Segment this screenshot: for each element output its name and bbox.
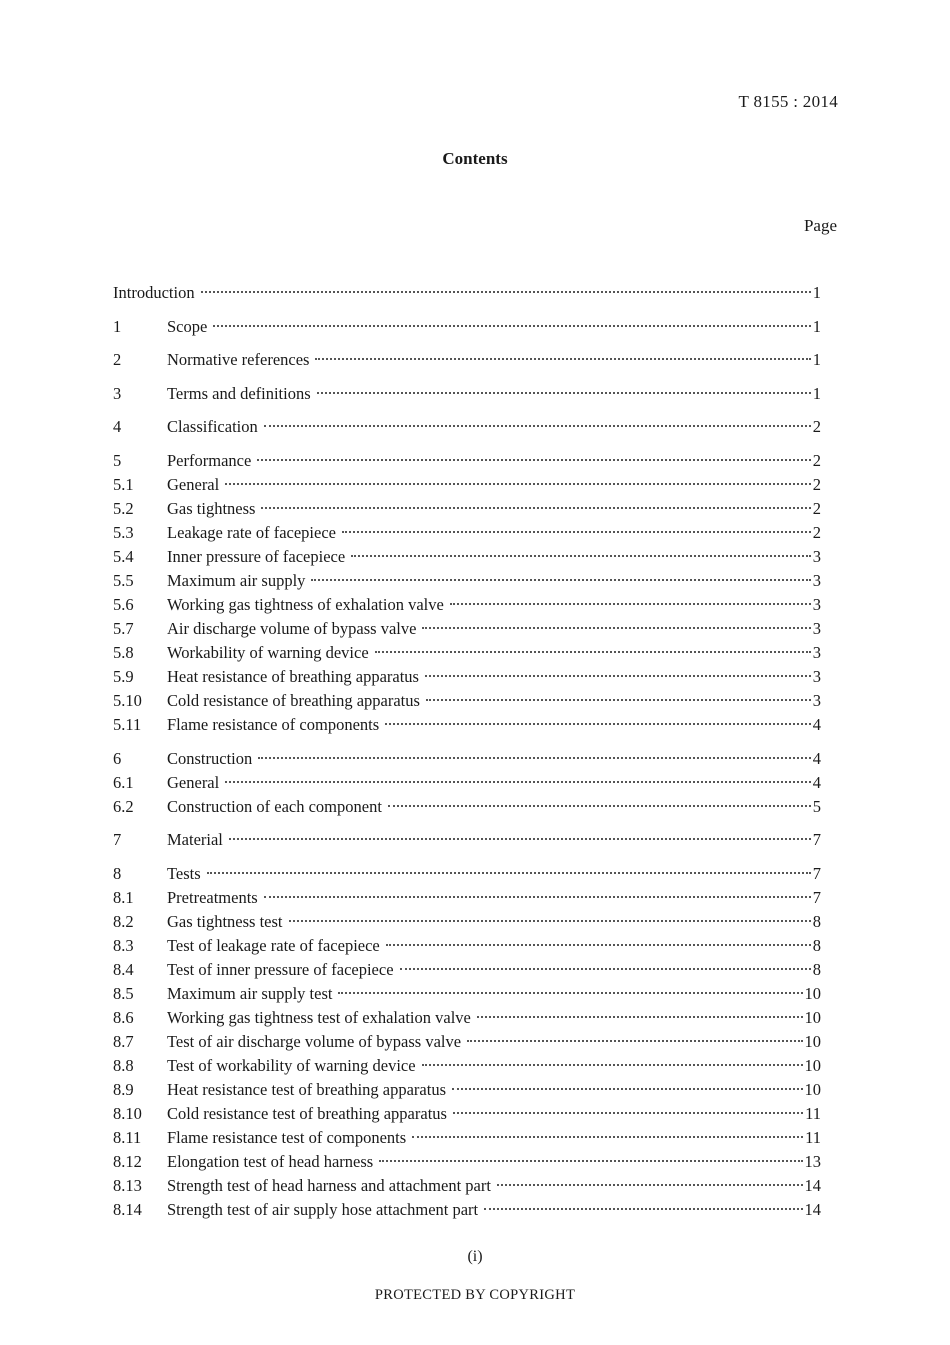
page-number: (i): [467, 1248, 483, 1265]
dot-leader: [257, 459, 810, 461]
toc-entry-label: Cold resistance test of breathing apparatus: [167, 1103, 447, 1123]
toc-entry-label: Workability of warning device: [167, 642, 369, 662]
toc-entry-label: Strength test of head harness and attachment part: [167, 1175, 491, 1195]
toc-entry-page: 10: [804, 1031, 821, 1051]
toc-entry-page: 2: [812, 417, 821, 437]
toc-entry-number: 5.5: [113, 570, 134, 590]
toc-entry[interactable]: [113, 795, 821, 819]
toc-entry-page: 2: [812, 450, 821, 470]
toc-entry-number: 6.1: [113, 772, 134, 792]
toc-entry-page: 14: [804, 1175, 821, 1195]
toc-entry[interactable]: [113, 862, 821, 886]
toc-entry[interactable]: [113, 315, 821, 339]
toc-entry-page: 4: [812, 714, 821, 734]
dot-leader: [422, 1064, 803, 1066]
toc-entry[interactable]: [113, 665, 821, 689]
dot-leader: [484, 1208, 802, 1210]
dot-leader: [213, 325, 810, 327]
toc-entry-number: 8.10: [113, 1103, 142, 1123]
dot-leader: [453, 1112, 803, 1114]
dot-leader: [497, 1184, 803, 1186]
toc-entry-page: 10: [804, 1079, 821, 1099]
dot-leader: [426, 699, 811, 701]
toc-entry-page: 7: [812, 887, 821, 907]
toc-entry-page: 3: [812, 618, 821, 638]
toc-entry-page: 14: [804, 1199, 821, 1219]
toc-entry-label: Elongation test of head harness: [167, 1151, 374, 1171]
toc-entry-label: Inner pressure of facepiece: [167, 546, 346, 566]
toc-entry[interactable]: [113, 348, 821, 372]
toc-entry-number: 8.6: [113, 1007, 134, 1027]
toc-entry[interactable]: [113, 886, 821, 910]
toc-entry-page: 2: [812, 474, 821, 494]
toc-entry[interactable]: [113, 1102, 821, 1126]
toc-entry-number: 2: [113, 350, 122, 370]
toc-entry-label: Pretreatments: [167, 887, 258, 907]
toc-entry-label: Test of air discharge volume of bypass valve: [167, 1031, 462, 1051]
toc-entry-page: 8: [812, 911, 821, 931]
toc-entry-number: 8.3: [113, 935, 134, 955]
toc-entry-number: 5.2: [113, 498, 134, 518]
toc-entry-number: 5.9: [113, 666, 134, 686]
dot-leader: [400, 968, 811, 970]
toc-entry[interactable]: [113, 1150, 821, 1174]
toc-entry-page: 5: [812, 796, 821, 816]
toc-entry-number: 8.11: [113, 1127, 142, 1147]
toc-entry-page: 1: [812, 316, 821, 336]
toc-entry[interactable]: [113, 521, 821, 545]
toc-entry[interactable]: [113, 415, 821, 439]
toc-entry-page: 8: [812, 959, 821, 979]
toc-entry[interactable]: [113, 828, 821, 852]
toc-entry-number: 8.7: [113, 1031, 134, 1051]
toc-entry-label: Working gas tightness test of exhalation valve: [167, 1007, 471, 1027]
toc-entry[interactable]: [113, 449, 821, 473]
dot-leader: [467, 1040, 802, 1042]
toc-entry[interactable]: [113, 545, 821, 569]
dot-leader: [317, 392, 811, 394]
toc-entry-number: 8.12: [113, 1151, 142, 1171]
toc-entry-label: Construction of each component: [167, 796, 382, 816]
toc-entry-label: Test of leakage rate of facepiece: [167, 935, 380, 955]
toc-entry-number: 5.7: [113, 618, 134, 638]
dot-leader: [386, 944, 811, 946]
toc-entry-page: 7: [812, 863, 821, 883]
dot-leader: [264, 425, 811, 427]
dot-leader: [412, 1136, 803, 1138]
toc-entry[interactable]: [113, 958, 821, 982]
toc-entry-page: 3: [812, 570, 821, 590]
dot-leader: [229, 838, 811, 840]
toc-entry-number: 8.14: [113, 1199, 142, 1219]
dot-leader: [289, 920, 811, 922]
toc-entry-label: Air discharge volume of bypass valve: [167, 618, 417, 638]
dot-leader: [311, 579, 810, 581]
toc-entry[interactable]: [113, 641, 821, 665]
dot-leader: [225, 483, 811, 485]
toc-entry-label: Flame resistance test of components: [167, 1127, 407, 1147]
toc-entry-label: Maximum air supply: [167, 570, 306, 590]
toc-entry[interactable]: [113, 1174, 821, 1198]
toc-entry[interactable]: [113, 473, 821, 497]
toc-entry[interactable]: [113, 1030, 821, 1054]
toc-entry-label: Introduction: [113, 283, 195, 302]
toc-entry[interactable]: [113, 281, 821, 305]
toc-entry-label: Tests: [167, 863, 201, 883]
dot-leader: [201, 291, 811, 293]
toc-entry-number: 8.13: [113, 1175, 142, 1195]
dot-leader: [207, 872, 811, 874]
toc-entry-number: 8.9: [113, 1079, 134, 1099]
toc-entry-label: Construction: [167, 748, 253, 768]
toc-entry-label: General: [167, 772, 220, 792]
toc-entry-page: 8: [812, 935, 821, 955]
dot-leader: [261, 507, 810, 509]
toc-entry-label: Cold resistance of breathing apparatus: [167, 690, 420, 710]
toc-entry[interactable]: [113, 713, 821, 737]
toc-entry-number: 5: [113, 450, 122, 470]
toc-entry-number: 8.4: [113, 959, 134, 979]
toc-entry[interactable]: [113, 747, 821, 771]
toc-entry[interactable]: [113, 382, 821, 406]
toc-entry-number: 1: [113, 316, 122, 336]
toc-entry[interactable]: [113, 934, 821, 958]
toc-entry-number: 8.8: [113, 1055, 134, 1075]
toc-entry-page: 3: [812, 690, 821, 710]
toc-entry-page: 3: [812, 642, 821, 662]
toc-entry[interactable]: [113, 569, 821, 593]
toc-entry[interactable]: [113, 689, 821, 713]
dot-leader: [342, 531, 811, 533]
toc-entry[interactable]: [113, 1198, 821, 1222]
toc-entry-page: 7: [812, 830, 821, 850]
toc-entry-label: Gas tightness: [167, 498, 256, 518]
toc-entry-label: Performance: [167, 450, 252, 470]
toc-entry[interactable]: [113, 910, 821, 934]
toc-entry-number: 6: [113, 748, 122, 768]
toc-entry-label: Material: [167, 830, 223, 850]
toc-entry-page: 4: [812, 772, 821, 792]
page-title: Contents: [442, 149, 508, 168]
toc-entry-label: Maximum air supply test: [167, 983, 333, 1003]
toc-entry-page: 10: [804, 1055, 821, 1075]
toc-entry-label: General: [167, 474, 220, 494]
toc-entry-page: 11: [805, 1103, 821, 1123]
copyright-notice: PROTECTED BY COPYRIGHT: [374, 1287, 576, 1303]
toc-entry-page: 1: [812, 383, 821, 403]
toc-entry-label: Terms and definitions: [167, 383, 311, 403]
dot-leader: [388, 805, 811, 807]
toc-entry-number: 6.2: [113, 796, 134, 816]
dot-leader: [425, 675, 811, 677]
dot-leader: [385, 723, 811, 725]
document-id: T 8155 : 2014: [738, 92, 838, 111]
toc-entry-number: 5.8: [113, 642, 134, 662]
dot-leader: [477, 1016, 803, 1018]
toc-entry-label: Normative references: [167, 350, 310, 370]
toc-entry-number: 8.2: [113, 911, 134, 931]
toc-entry-number: 5.10: [113, 690, 142, 710]
toc-entry[interactable]: [113, 1126, 821, 1150]
toc-entry-page: 1: [812, 350, 821, 370]
toc-entry[interactable]: [113, 497, 821, 521]
dot-leader: [375, 651, 811, 653]
toc-entry-page: 13: [804, 1151, 821, 1171]
toc-entry-number: 5.3: [113, 522, 134, 542]
toc-entry[interactable]: [113, 1006, 821, 1030]
toc-entry-number: 5.4: [113, 546, 134, 566]
toc-entry-number: 8.1: [113, 887, 134, 907]
table-of-contents: [113, 281, 821, 1222]
dot-leader: [379, 1160, 802, 1162]
dot-leader: [258, 757, 811, 759]
toc-entry-number: 5.6: [113, 594, 134, 614]
dot-leader: [452, 1088, 802, 1090]
toc-entry-page: 2: [812, 522, 821, 542]
toc-entry-page: 11: [805, 1127, 821, 1147]
toc-entry-label: Gas tightness test: [167, 911, 283, 931]
toc-entry-label: Test of inner pressure of facepiece: [167, 959, 394, 979]
toc-entry-label: Flame resistance of components: [167, 714, 380, 734]
toc-entry[interactable]: [113, 1078, 821, 1102]
toc-entry[interactable]: [113, 982, 821, 1006]
toc-entry-number: 8.5: [113, 983, 134, 1003]
toc-entry-number: 5.11: [113, 714, 142, 734]
dot-leader: [422, 627, 810, 629]
toc-entry[interactable]: [113, 593, 821, 617]
toc-entry-label: Leakage rate of facepiece: [167, 522, 336, 542]
toc-entry-label: Test of workability of warning device: [167, 1055, 416, 1075]
toc-entry-page: 3: [812, 666, 821, 686]
dot-leader: [315, 358, 810, 360]
toc-entry[interactable]: [113, 1054, 821, 1078]
toc-entry-number: 7: [113, 830, 122, 850]
toc-entry-number: 5.1: [113, 474, 134, 494]
toc-entry-label: Heat resistance test of breathing apparatus: [167, 1079, 447, 1099]
toc-entry[interactable]: [113, 617, 821, 641]
toc-entry-number: 8: [113, 863, 122, 883]
toc-entry-label: Heat resistance of breathing apparatus: [167, 666, 419, 686]
dot-leader: [225, 781, 811, 783]
toc-entry-label: Working gas tightness of exhalation valve: [167, 594, 444, 614]
toc-entry-page: 4: [812, 748, 821, 768]
toc-entry-page: 3: [812, 546, 821, 566]
toc-entry[interactable]: [113, 771, 821, 795]
toc-entry-number: 3: [113, 383, 122, 403]
toc-entry-page: 10: [804, 1007, 821, 1027]
toc-entry-page: 3: [812, 594, 821, 614]
toc-entry-number: 4: [113, 417, 122, 437]
toc-entry-page: 1: [812, 283, 821, 302]
toc-entry-page: 10: [804, 983, 821, 1003]
page-column-label: Page: [803, 216, 837, 235]
toc-entry-label: Classification: [167, 417, 258, 437]
toc-entry-page: 2: [812, 498, 821, 518]
toc-entry-label: Strength test of air supply hose attachment part: [167, 1199, 479, 1219]
dot-leader: [264, 896, 811, 898]
dot-leader: [450, 603, 811, 605]
dot-leader: [338, 992, 802, 994]
toc-entry-label: Scope: [167, 316, 208, 336]
dot-leader: [351, 555, 811, 557]
